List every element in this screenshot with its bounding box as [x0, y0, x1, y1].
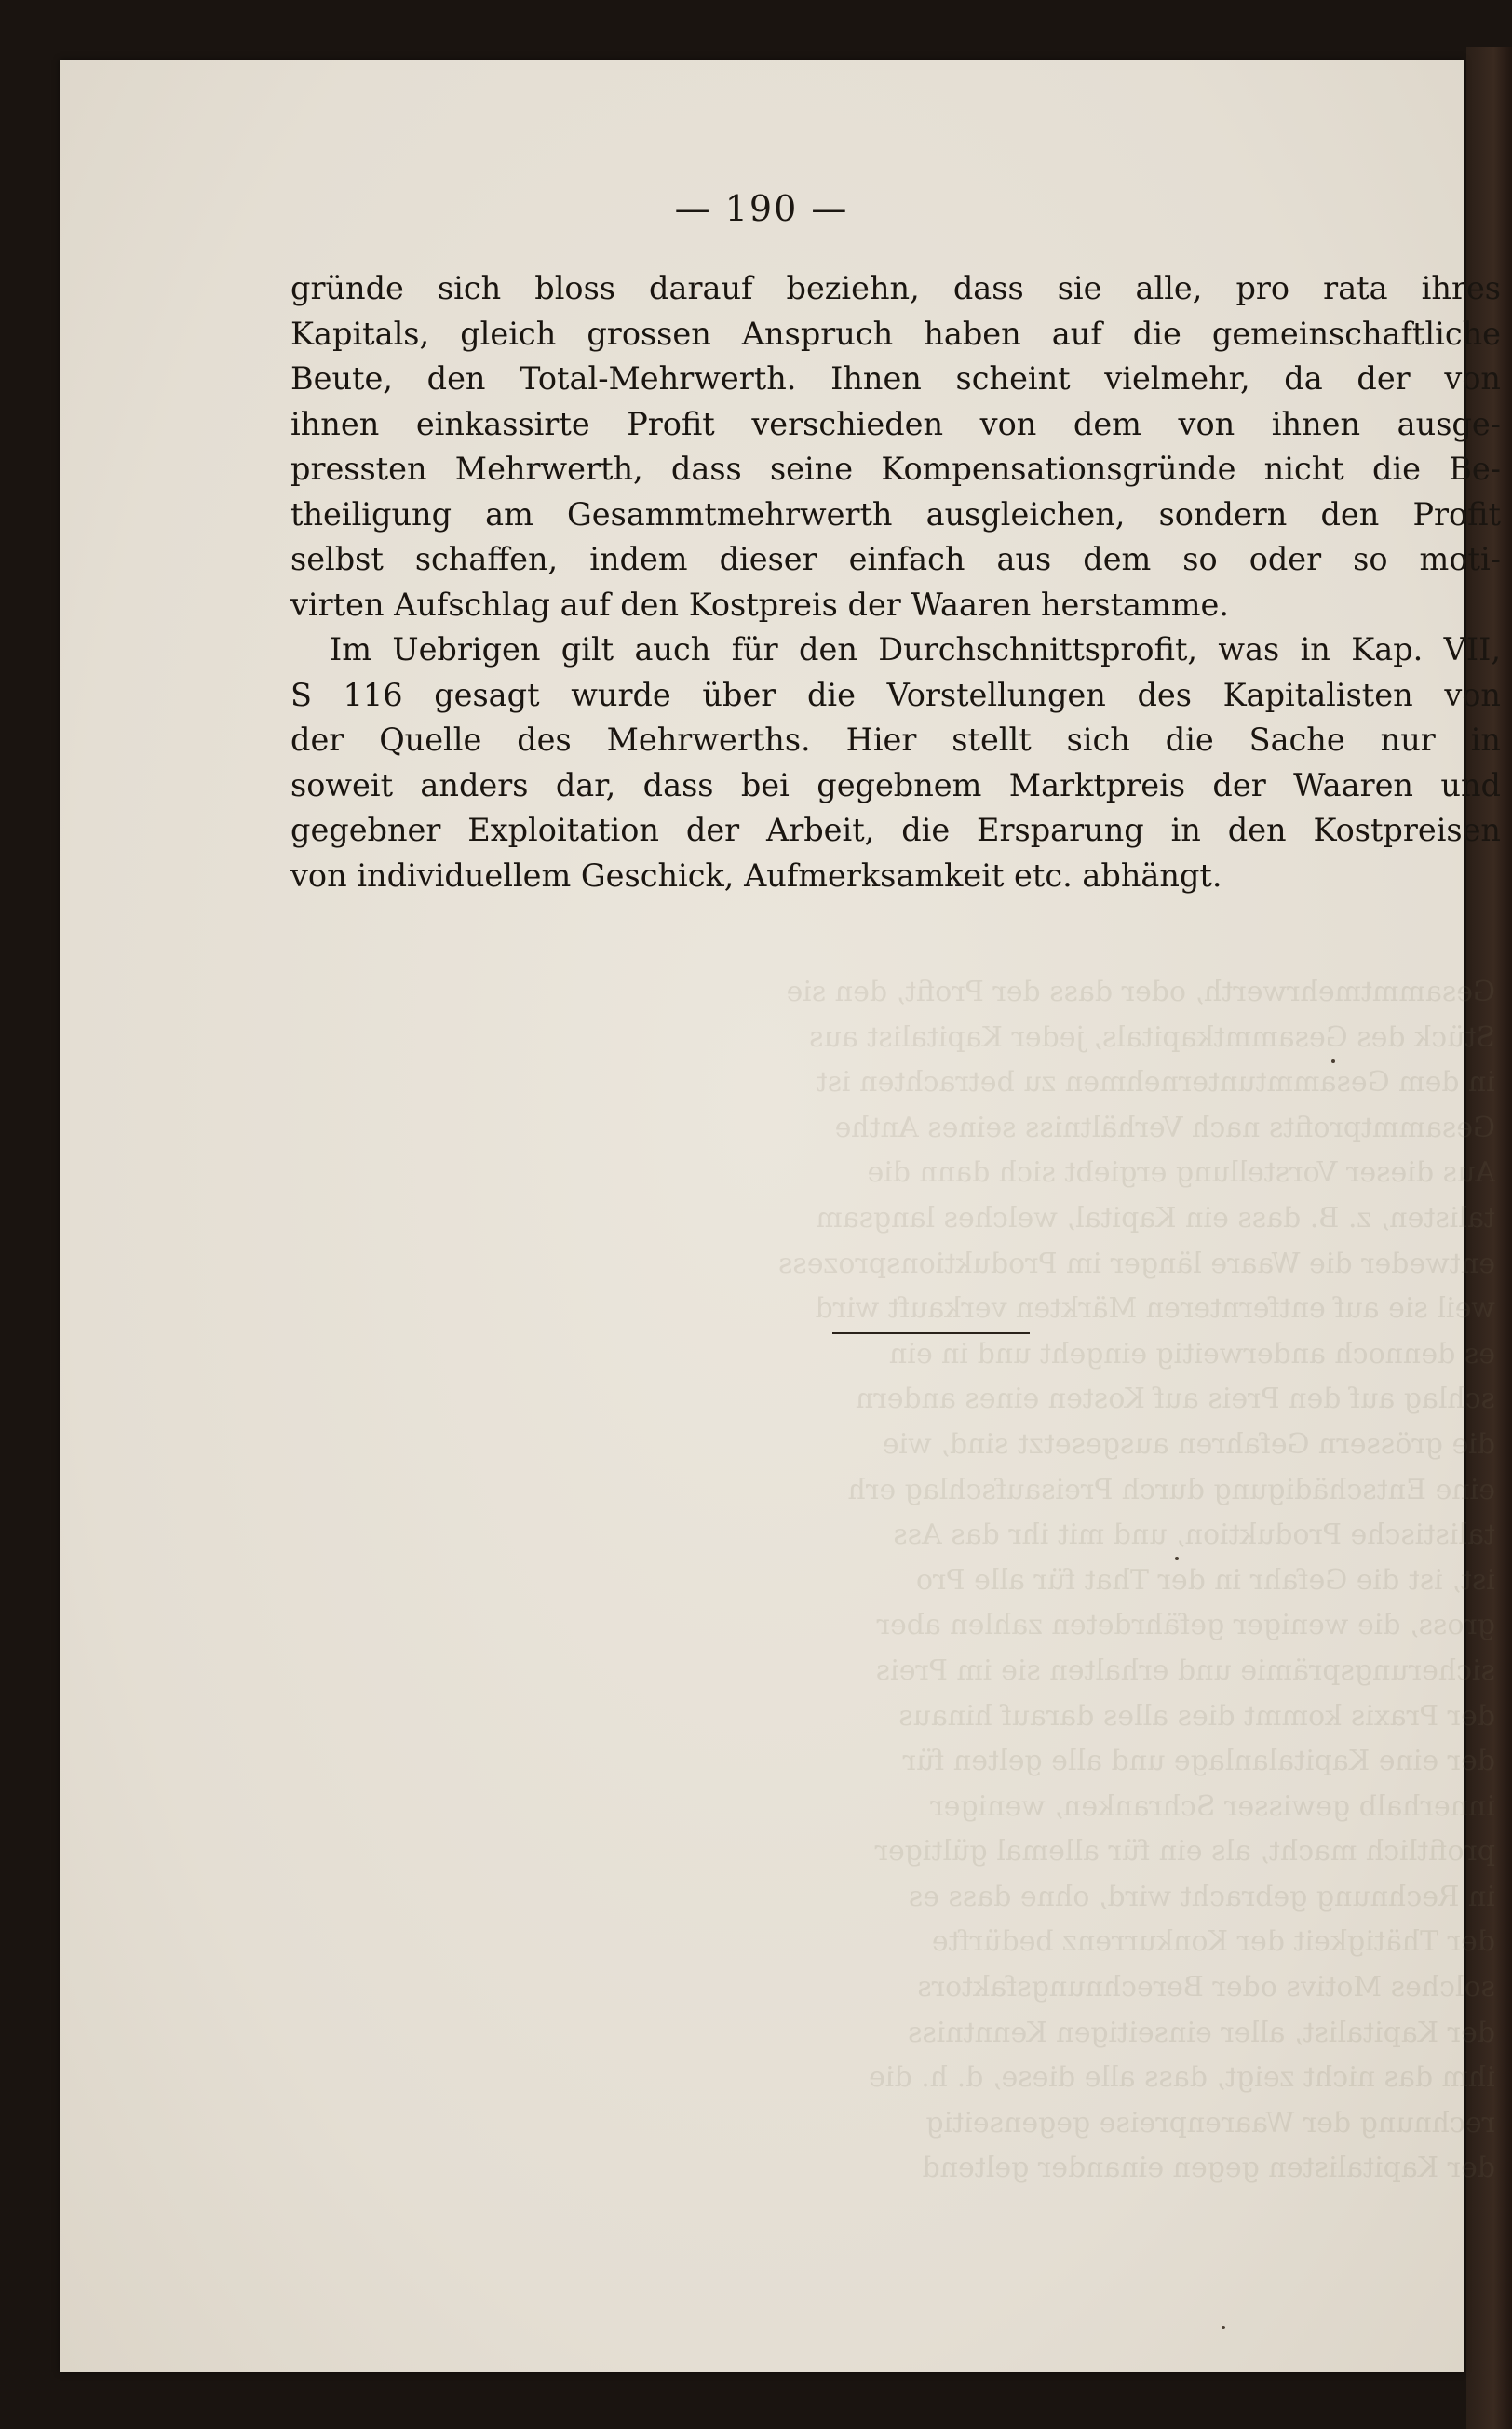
text-line: Beute, den Total-Mehrwerth. Ihnen scheint vielmehr, da der von — [290, 360, 1501, 397]
text-line: virten Aufschlag auf den Kostpreis der Waaren herstamme. — [290, 586, 1230, 623]
bleed-through-text: Gesammtmehrwerth, oder dass der Profit, den sie Stück des Gesammtkapitals, jeder Kapitalist aus in dem Gesammtunternehmen zu betrachten ist Gesammtprofits nach Verhältniss seines Anthe Aus dieser Vorstellung ergiebt sich dann die talisten, z. B. dass ein Kapital, welches langsam entweder die Waare länger im Produktionsprozess weil sie auf entfernteren Märkten verkauft wird es dennoch anderweitig eingeht und in ein schlag auf den Preis auf Kosten eines andern die grössern Gefahren ausgesetzt sind, wie eine Entschädigung durch Preisaufschlag erh talistische Produktion, und mit ihr das Ass ist, ist die Gefahr in der That für alle Pro gross, die weniger gefährdeten zahlen aber sicherungsprämie und erhalten sie im Preis der Praxis kommt dies alles darauf hinaus der eine Kapitalanlage und alle gelten für innerhalb gewisser Schranken, weniger profitlich macht, als ein für allemal gültiger in Rechnung gebracht wird, ohne dass es der Thätigkeit der Konkurrenz bedürfte solches Motivs oder Berechnungsfaktors der Kapitalist, aller einseitigen Kenntniss ihm das nicht zeigt, dass alle diese, d. h. die rechnung der Waarenpreise gegenseitig der Kapitalisten gegen einander geltend — [777, 976, 1495, 2185]
speck — [1175, 1557, 1179, 1560]
text-line: soweit anders dar, dass bei gegebnem Marktpreis der Waaren und — [290, 766, 1501, 803]
speck — [1331, 1059, 1335, 1063]
separator-rule — [832, 1332, 1030, 1334]
text-line: pressten Mehrwerth, dass seine Kompensationsgründe nicht die Be- — [290, 451, 1501, 487]
text-line: der Quelle des Mehrwerths. Hier stellt sich die Sache nur in — [290, 722, 1501, 758]
speck — [1222, 2326, 1225, 2329]
text-line: von individuellem Geschick, Aufmerksamkeit etc. abhängt. — [290, 857, 1222, 894]
text-line: selbst schaffen, indem dieser einfach aus dem so oder so moti- — [290, 541, 1501, 577]
text-line: Im Uebrigen gilt auch für den Durchschnittsprofit, was in Kap. VII, — [330, 631, 1501, 668]
text-line: S 116 gesagt wurde über die Vorstellungen des Kapitalisten von — [290, 676, 1501, 713]
text-line: theiligung am Gesammtmehrwerth ausgleichen, sondern den Profit — [290, 495, 1501, 533]
text-line: gründe sich bloss darauf beziehn, dass sie alle, pro rata ihres — [290, 270, 1501, 306]
text-line: Kapitals, gleich grossen Anspruch haben auf die gemeinschaftliche — [290, 315, 1501, 352]
page-sheet — [60, 60, 1501, 2372]
text-line: gegebner Exploitation der Arbeit, die Ersparung in den Kostpreisen — [290, 812, 1501, 848]
body-text — [290, 266, 1501, 898]
text-line: ihnen einkassirte Profit verschieden von dem von ihnen ausge- — [290, 405, 1501, 442]
page-number: — 190 — — [674, 188, 849, 229]
